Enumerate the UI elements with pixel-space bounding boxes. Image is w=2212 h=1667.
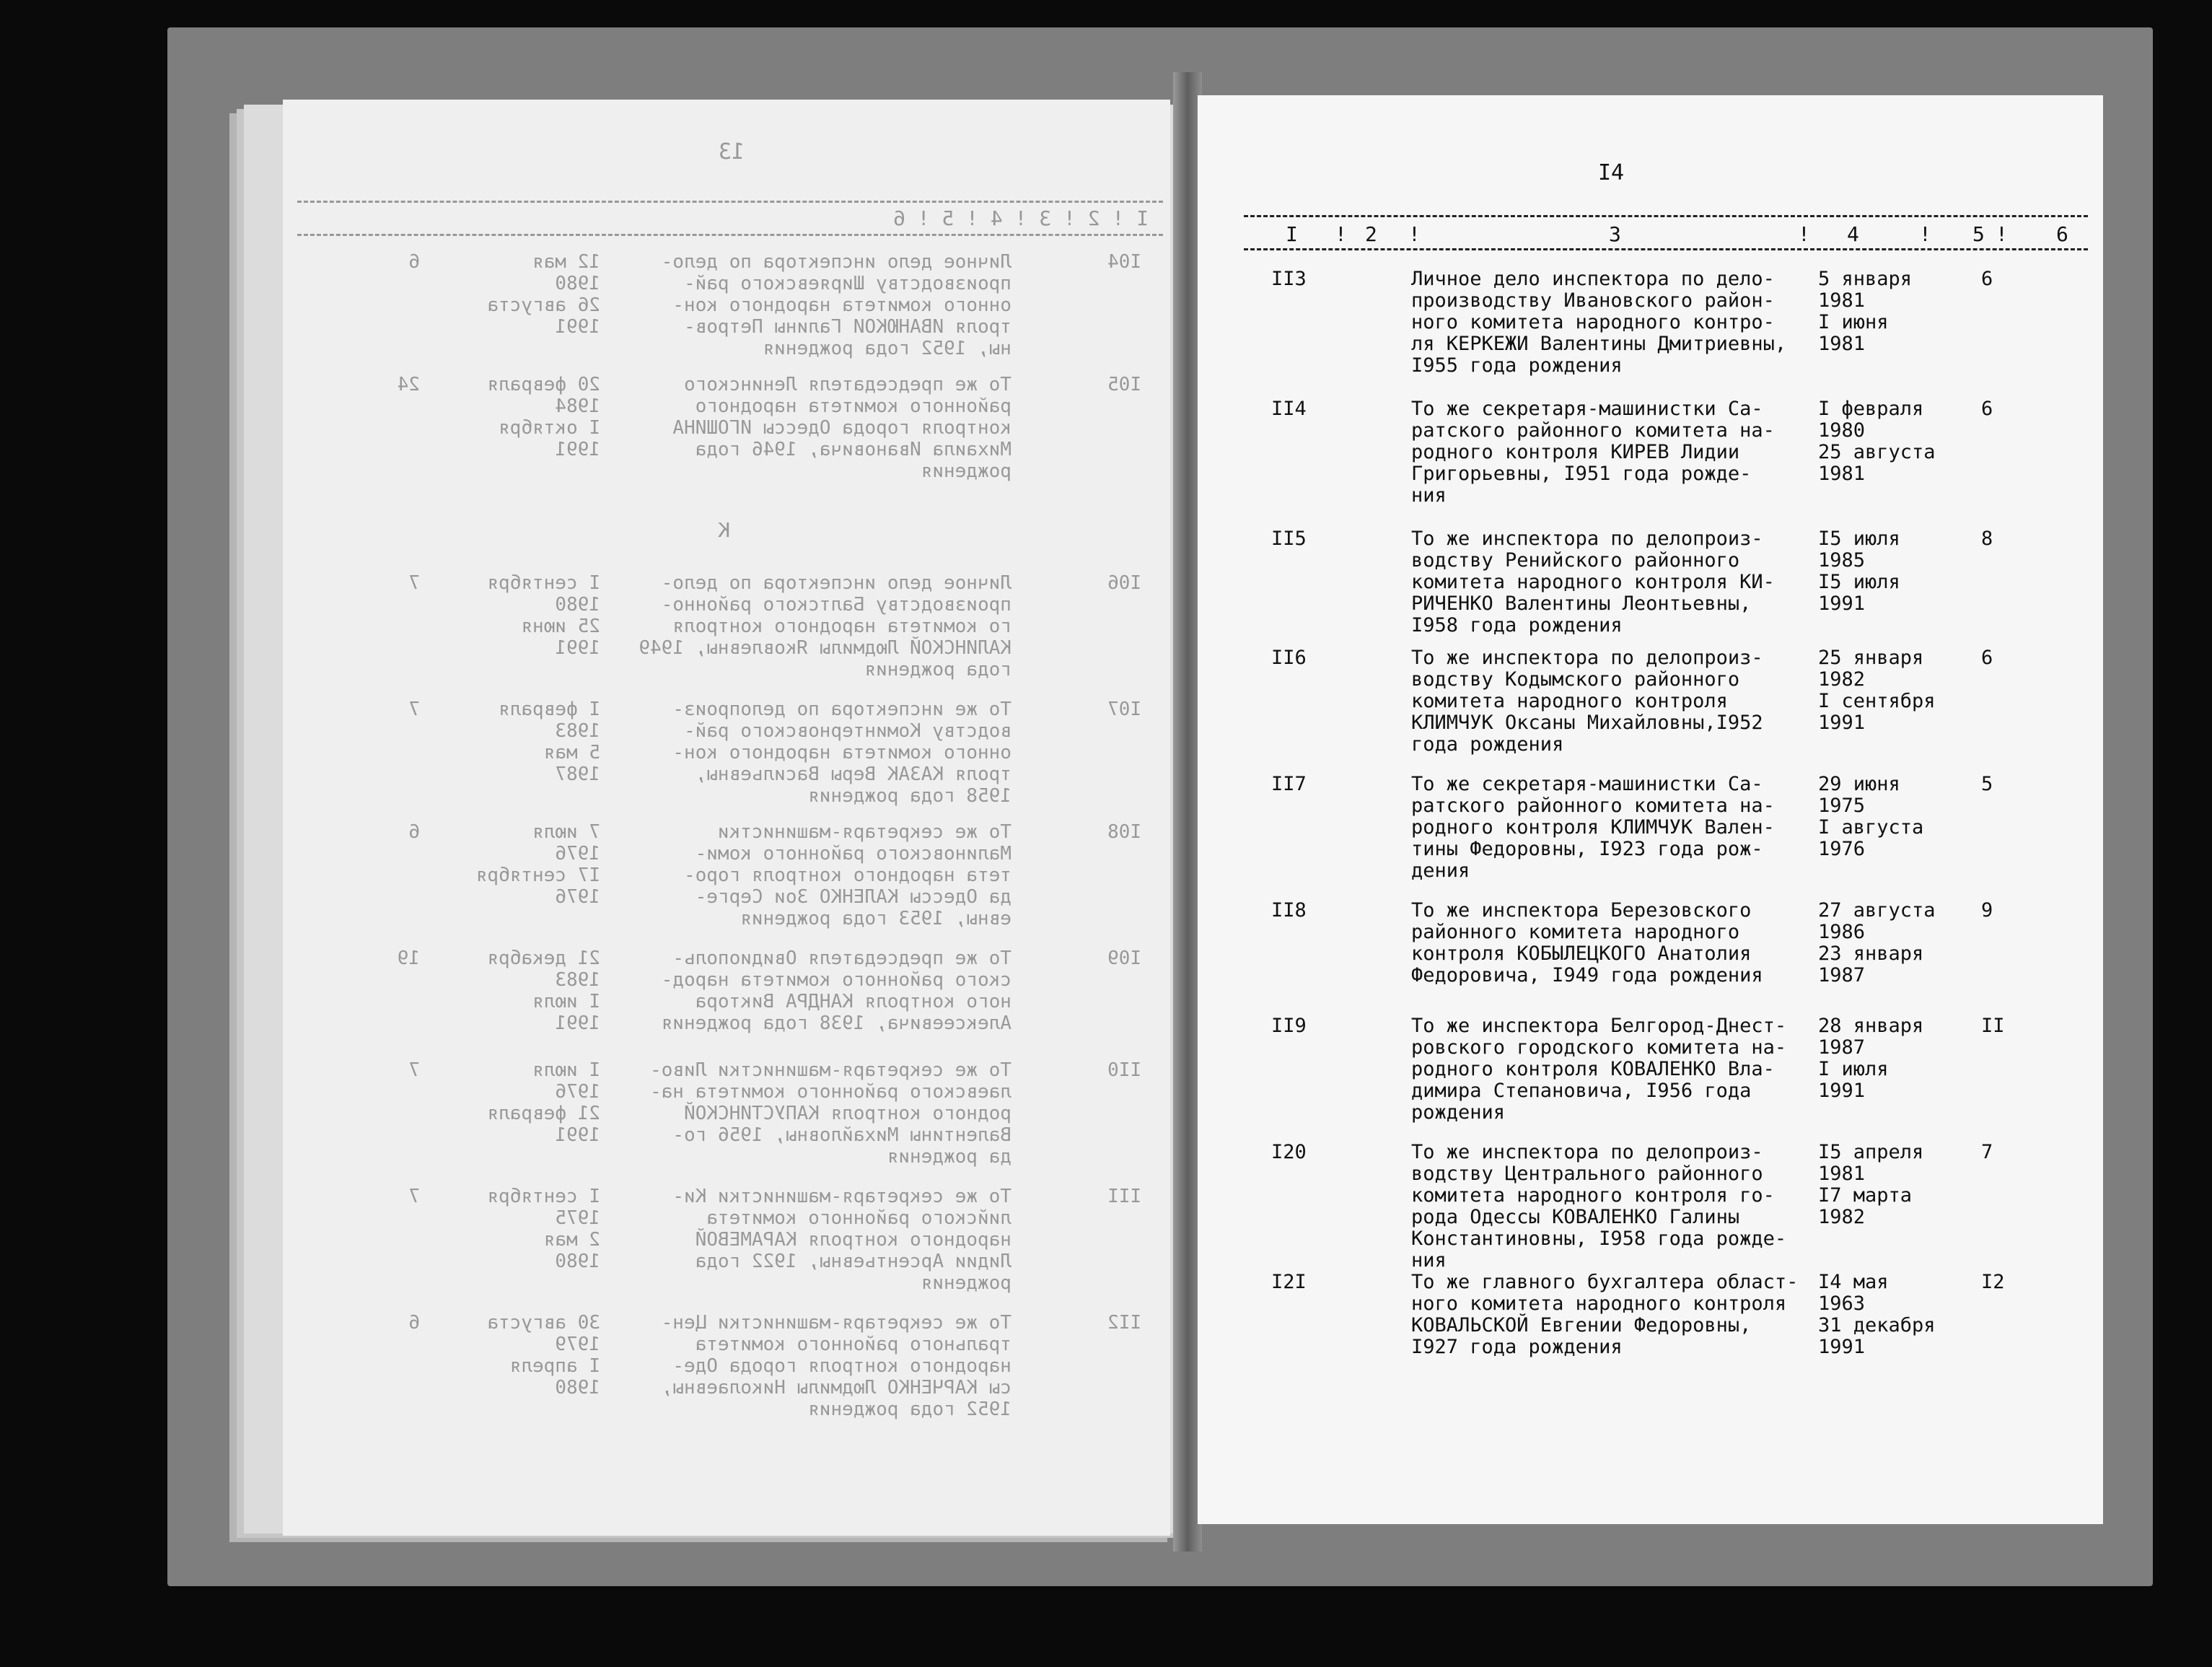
record-sheet-count: 7 xyxy=(1981,1141,1993,1163)
record-sheet-count: 24 xyxy=(397,374,420,395)
record-dates: 7 июля 1976 I7 сентября 1976 xyxy=(475,821,600,908)
record-dates: 25 января 1982 I сентября 1991 xyxy=(1818,647,1936,734)
record-dates: I5 июля 1985 I5 июля 1991 xyxy=(1818,528,1900,615)
left-header-rule-top xyxy=(297,201,1163,203)
record-sheet-count: 8 xyxy=(1981,528,1993,550)
record-number: I2I xyxy=(1271,1271,1307,1293)
header-col-1: I xyxy=(1286,222,1298,246)
header-sep: ! xyxy=(1919,222,1931,246)
record-sheet-count: 6 xyxy=(408,1312,420,1334)
header-rule-top xyxy=(1244,215,2088,217)
record-dates: I февраля 1980 25 августа 1981 xyxy=(1818,398,1936,485)
record-number: I04 xyxy=(1107,251,1141,273)
record-description: То же секретаря-машинистки Ки- лийского районного комитета народного контроля КАРАМЕВОЙ Лидии Арсентьевны, 1922 года рождения xyxy=(672,1186,1011,1294)
record-sheet-count: 6 xyxy=(408,821,420,843)
header-rule-bottom xyxy=(1244,248,2088,250)
record-number: I20 xyxy=(1271,1141,1307,1163)
record-dates: 27 августа 1986 23 января 1987 xyxy=(1818,899,1936,986)
header-sep: ! xyxy=(1408,222,1421,246)
record-description: То же секретаря-машинистки Цен- трального районного комитета народного контроля города Оде- сы КАРЧЕНКО Людмилы Николаевны, 1952 года рождения xyxy=(661,1312,1011,1420)
record-dates: 28 января 1987 I июля 1991 xyxy=(1818,1015,1924,1102)
left-page xyxy=(283,100,1170,1536)
record-number: II6 xyxy=(1271,647,1307,669)
record-number: II3 xyxy=(1271,268,1307,290)
record-dates: I5 апреля 1981 I7 марта 1982 xyxy=(1818,1141,1924,1228)
header-col-4: 4 xyxy=(1847,222,1859,246)
record-number: I08 xyxy=(1107,821,1141,843)
record-sheet-count: 7 xyxy=(408,1186,420,1207)
record-number: I05 xyxy=(1107,374,1141,395)
record-sheet-count: 9 xyxy=(1981,899,1993,922)
record-dates: 21 декабря 1983 I июля 1991 xyxy=(487,948,600,1034)
left-page-number: 13 xyxy=(718,139,745,165)
record-description: То же председателя Овидиополь- ского районного комитета народ- ного контроля КАНДРА Виктора Алексеевича, 1938 года рождения xyxy=(661,948,1011,1034)
record-description: То же инспектора Белгород-Днест- ровского городского комитета на- родного контроля КОВАЛЕНКО Вла- димира Степановича, I956 года рождения xyxy=(1411,1015,1787,1124)
record-description: То же инспектора по делопроиз- водству Коминтерновского рай- онного комитета народного кон- троля КАЗАК Веры Васильевны, 1958 года рождения xyxy=(672,699,1011,807)
record-description: То же председателя Ленинского районного комитета народного контроля города Одессы ИГОШИНА Михаила Ивановича, 1946 года рождения xyxy=(672,374,1011,482)
record-number: II5 xyxy=(1271,528,1307,550)
record-sheet-count: II xyxy=(1981,1015,2005,1037)
header-sep: ! xyxy=(1798,222,1810,246)
header-sep: ! xyxy=(1335,222,1347,246)
record-dates: I сентября 1980 25 июня 1991 xyxy=(487,572,600,659)
header-col-5: 5 xyxy=(1972,222,1985,246)
record-number: II2 xyxy=(1107,1312,1141,1334)
record-description: То же инспектора Березовского районного комитета народного контроля КОБЫЛЕЦКОГО Анатолия Федоровича, I949 года рождения xyxy=(1411,899,1763,986)
record-number: II7 xyxy=(1271,773,1307,795)
left-header-columns: I ! 2 ! 3 ! 4 ! 5 ! 6 xyxy=(892,206,1149,230)
record-dates: 5 января 1981 I июня 1981 xyxy=(1818,268,1913,355)
right-page xyxy=(1198,95,2103,1524)
record-dates: 30 августа 1979 I апреля 1980 xyxy=(487,1312,600,1399)
record-description: Личное дело инспектора по дело- производству Ширяевского рай- онного комитета народного кон- троля ИВАНЮКОИ Галины Петров- ны, 1952 года рождения xyxy=(661,251,1011,359)
record-sheet-count: 6 xyxy=(408,251,420,273)
record-number: II0 xyxy=(1107,1059,1141,1081)
record-number: II9 xyxy=(1271,1015,1307,1037)
record-sheet-count: 19 xyxy=(397,948,420,969)
letter-heading: К xyxy=(718,518,730,542)
header-sep: ! xyxy=(1996,222,2008,246)
record-description: То же инспектора по делопроиз- водству Кодымского районного комитета народного контроля КЛИМЧУК Оксаны Михайловны,I952 года рождения xyxy=(1411,647,1763,756)
record-dates: I4 мая 1963 31 декабря 1991 xyxy=(1818,1271,1936,1358)
record-description: Личное дело инспектора по дело- производству Ивановского район- ного комитета народного контро- ля КЕРКЕЖИ Валентины Дмитриевны, I955 года рождения xyxy=(1411,268,1787,377)
record-description: То же секретаря-машинистки Малиновского районного коми- тета народного контроля горо- да Одессы КАЛЕНКО Зои Серге- евны, 1953 года рождения xyxy=(684,821,1011,929)
record-description: То же секретаря-машинистки Са- ратского районного комитета на- родного контроля КИРЕВ Лидии Григорьевны, I951 года рожде- ния xyxy=(1411,398,1775,507)
record-sheet-count: 5 xyxy=(1981,773,1993,795)
record-description: То же инспектора по делопроиз- водству Центрального районного комитета народного контроля го- рода Одессы КОВАЛЕНКО Галины Константиновны, I958 года рожде- ния xyxy=(1411,1141,1787,1272)
record-dates: 12 мая 1980 26 августа 1991 xyxy=(487,251,600,338)
record-sheet-count: 7 xyxy=(408,572,420,594)
record-number: II4 xyxy=(1271,398,1307,420)
record-sheet-count: I2 xyxy=(1981,1271,2005,1293)
record-sheet-count: 6 xyxy=(1981,268,1993,290)
record-description: То же главного бухгалтера област- ного комитета народного контроля КОВАЛЬСКОЙ Евгении Федоровны, I927 года рождения xyxy=(1411,1271,1799,1358)
header-col-6: 6 xyxy=(2056,222,2068,246)
record-description: То же инспектора по делопроиз- водству Ренийского районного комитета народного контроля КИ- РИЧЕНКО Валентины Леонтьевны, I958 года рождения xyxy=(1411,528,1775,636)
header-col-3: 3 xyxy=(1609,222,1621,246)
record-dates: I февраля 1983 5 мая 1987 xyxy=(499,699,600,785)
record-dates: I июля 1976 21 февраля 1991 xyxy=(487,1059,600,1146)
record-number: II8 xyxy=(1271,899,1307,922)
record-sheet-count: 6 xyxy=(1981,647,1993,669)
record-description: То же секретаря-машинистки Ливо- лаевского районного комитета на- родного контроля КАПУСТИНСКОЙ Валентины Михайловны, 1956 го- да рождения xyxy=(650,1059,1011,1168)
record-number: I09 xyxy=(1107,948,1141,969)
record-sheet-count: 7 xyxy=(408,1059,420,1081)
record-number: I06 xyxy=(1107,572,1141,594)
record-description: Личное дело инспектора по дело- производству Балтского районно- го комитета народного контроля КАЛИНСКОЙ Людмилы Яковлевны, 1949 года рождения xyxy=(638,572,1011,681)
record-dates: 29 июня 1975 I августа 1976 xyxy=(1818,773,1924,860)
record-number: I07 xyxy=(1107,699,1141,720)
header-col-2: 2 xyxy=(1365,222,1377,246)
left-page-mirrored-content xyxy=(283,100,1170,1536)
record-sheet-count: 6 xyxy=(1981,398,1993,420)
record-sheet-count: 7 xyxy=(408,699,420,720)
record-dates: I сентября 1975 2 мая 1980 xyxy=(487,1186,600,1272)
left-header-rule-bottom xyxy=(297,234,1163,236)
right-page-number: I4 xyxy=(1598,160,1625,185)
record-dates: 20 февраля 1984 I октября 1991 xyxy=(487,374,600,460)
record-description: То же секретаря-машинистки Са- ратского районного комитета на- родного контроля КЛИМЧУК Вален- тины Федоровны, I923 года рож- дения xyxy=(1411,773,1775,882)
record-number: III xyxy=(1107,1186,1141,1207)
